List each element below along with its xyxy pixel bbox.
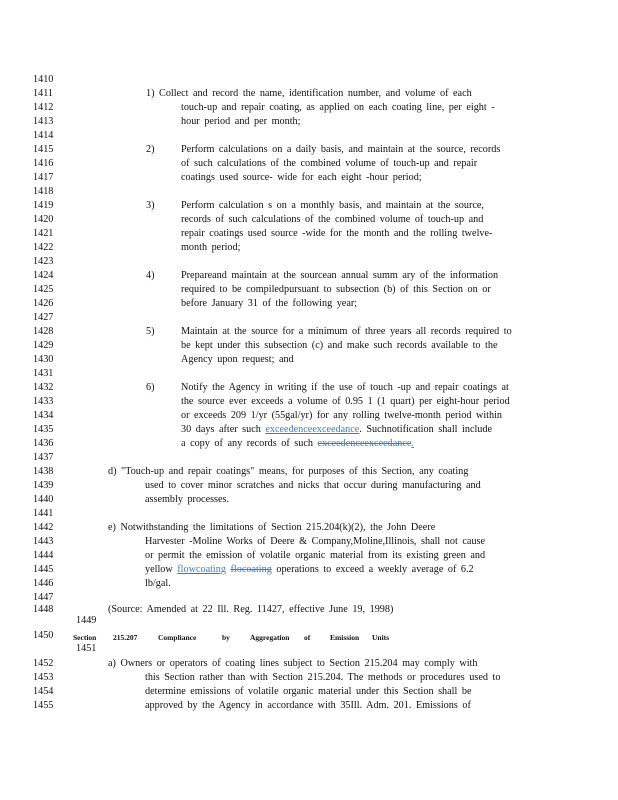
section-title-word: Emission [330, 633, 360, 642]
body-text-line: a) Owners or operators of coating lines subject to Section 215.204 may comply with [108, 658, 478, 669]
body-text-line: lb/gal. [145, 578, 171, 589]
item-number: 4) [146, 270, 155, 281]
line-number: 1447 [33, 592, 54, 603]
body-text-line: used to cover minor scratches and nicks that occur during manufacturing and [145, 480, 481, 491]
body-text: . Suchnotification shall include [359, 424, 493, 435]
line-number: 1431 [33, 368, 54, 379]
line-number: 1426 [33, 298, 54, 309]
body-text-line: repair coatings used source -wide for the month and the rolling twelve- [181, 228, 493, 239]
line-number: 1411 [33, 88, 53, 99]
line-number: 1432 [33, 382, 54, 393]
body-text: a copy of any records of such [181, 438, 313, 449]
line-number: 1410 [33, 74, 54, 85]
section-title-word: Aggregation [250, 633, 290, 642]
line-number: 1448 [33, 604, 54, 615]
section-title-word: Compliance [158, 633, 197, 642]
line-number: 1424 [33, 270, 54, 281]
item-number: 5) [146, 326, 155, 337]
line-number: 1443 [33, 536, 54, 547]
item-number: 6) [146, 382, 155, 393]
body-text: 30 days after such [181, 424, 261, 435]
body-text-line: Prepareand maintain at the sourcean annual summ ary of the information [181, 270, 499, 281]
line-number: 1415 [33, 144, 54, 155]
line-number: 1449 [76, 615, 97, 626]
line-number: 1428 [33, 326, 54, 337]
line-number: 1421 [33, 228, 54, 239]
body-text-line: determine emissions of volatile organic material under this Section shall be [145, 686, 472, 697]
section-label: Section [73, 633, 97, 642]
body-text-line: coatings used source- wide for each eight -hour period; [181, 172, 422, 183]
section-title-word: Units [372, 633, 390, 642]
body-text-line: hour period and per month; [181, 116, 301, 127]
body-text-line [145, 563, 474, 577]
line-number: 1440 [33, 494, 54, 505]
body-text-line: assembly processes. [145, 494, 230, 505]
line-number: 1416 [33, 158, 54, 169]
line-number: 1430 [33, 354, 54, 365]
body-text-line: Notify the Agency in writing if the use of touch -up and repair coatings at [181, 382, 509, 393]
line-number: 1427 [33, 312, 54, 323]
tracked-insertion: flowcoating [177, 564, 226, 575]
body-text: operations to exceed a weekly average of 6.2 [276, 564, 474, 575]
body-text-line: before January 31 of the following year; [181, 298, 358, 309]
body-text-line: Maintain at the source for a minimum of three years all records required to [181, 326, 512, 337]
line-number: 1419 [33, 200, 54, 211]
line-number: 1417 [33, 172, 54, 183]
body-text-line: touch-up and repair coating, as applied on each coating line, per eight - [181, 102, 495, 113]
section-number: 215.207 [113, 633, 138, 642]
line-number: 1423 [33, 256, 54, 267]
line-number: 1434 [33, 410, 54, 421]
line-number: 1455 [33, 700, 54, 711]
line-number: 1441 [33, 508, 54, 519]
line-number: 1420 [33, 214, 54, 225]
tracked-deletion: flocoating [230, 564, 272, 575]
body-text-line: Perform calculation s on a monthly basis, and maintain at the source, [181, 200, 484, 211]
body-text-line: or permit the emission of volatile organic material from its existing green and [145, 550, 486, 561]
body-text-line [181, 423, 492, 437]
body-text-line: 1) Collect and record the name, identification number, and volume of each [146, 88, 472, 99]
body-text-line: month period; [181, 242, 241, 253]
body-text-line: the source ever exceeds a volume of 0.95 1 (1 quart) per eight-hour period [181, 396, 510, 407]
line-number: 1412 [33, 102, 54, 113]
line-number: 1414 [33, 130, 54, 141]
body-text: yellow [145, 564, 173, 575]
body-text-line: e) Notwithstanding the limitations of Section 215.204(k)(2), the John Deere [108, 522, 436, 533]
tracked-insertion: . [411, 438, 414, 449]
source-note: (Source: Amended at 22 Ill. Reg. 11427, effective June 19, 1998) [108, 604, 394, 615]
line-number: 1413 [33, 116, 54, 127]
tracked-insertion: exceedenceexceedance [265, 424, 360, 435]
body-text-line: d) "Touch-up and repair coatings" means, for purposes of this Section, any coating [108, 466, 469, 477]
line-number: 1453 [33, 672, 54, 683]
line-number: 1450 [33, 630, 54, 641]
line-number: 1438 [33, 466, 54, 477]
body-text-line: approved by the Agency in accordance with 35Ill. Adm. 201. Emissions of [145, 700, 471, 711]
section-title-word: by [222, 633, 230, 642]
line-number: 1433 [33, 396, 54, 407]
body-text-line: Harvester -Moline Works of Deere & Company,Moline,Illinois, shall not cause [145, 536, 485, 547]
item-number: 2) [146, 144, 155, 155]
line-number: 1451 [76, 643, 97, 654]
line-number: 1436 [33, 438, 54, 449]
line-number: 1435 [33, 424, 54, 435]
line-number: 1444 [33, 550, 54, 561]
line-number: 1442 [33, 522, 54, 533]
line-number: 1452 [33, 658, 54, 669]
line-number: 1422 [33, 242, 54, 253]
body-text-line: be kept under this subsection (c) and make such records available to the [181, 340, 498, 351]
body-text-line: Agency upon request; and [181, 354, 294, 365]
line-number: 1454 [33, 686, 54, 697]
body-text-line: of such calculations of the combined volume of touch-up and repair [181, 158, 478, 169]
body-text-line: Perform calculations on a daily basis, and maintain at the source, records [181, 144, 501, 155]
line-number: 1445 [33, 564, 54, 575]
line-number: 1439 [33, 480, 54, 491]
tracked-deletion: exceedenceexceedance [317, 438, 412, 449]
line-number: 1437 [33, 452, 54, 463]
body-text-line [181, 437, 414, 451]
line-number: 1418 [33, 186, 54, 197]
body-text-line: records of such calculations of the combined volume of touch-up and [181, 214, 484, 225]
line-number: 1446 [33, 578, 54, 589]
body-text-line: required to be compiledpursuant to subsection (b) of this Section on or [181, 284, 491, 295]
item-number: 3) [146, 200, 155, 211]
line-number: 1429 [33, 340, 54, 351]
line-number: 1425 [33, 284, 54, 295]
section-title-word: of [304, 633, 311, 642]
body-text-line: or exceeds 209 1/yr (55gal/yr) for any rolling twelve-month period within [181, 410, 503, 421]
body-text-line: this Section rather than with Section 215.204. The methods or procedures used to [145, 672, 501, 683]
